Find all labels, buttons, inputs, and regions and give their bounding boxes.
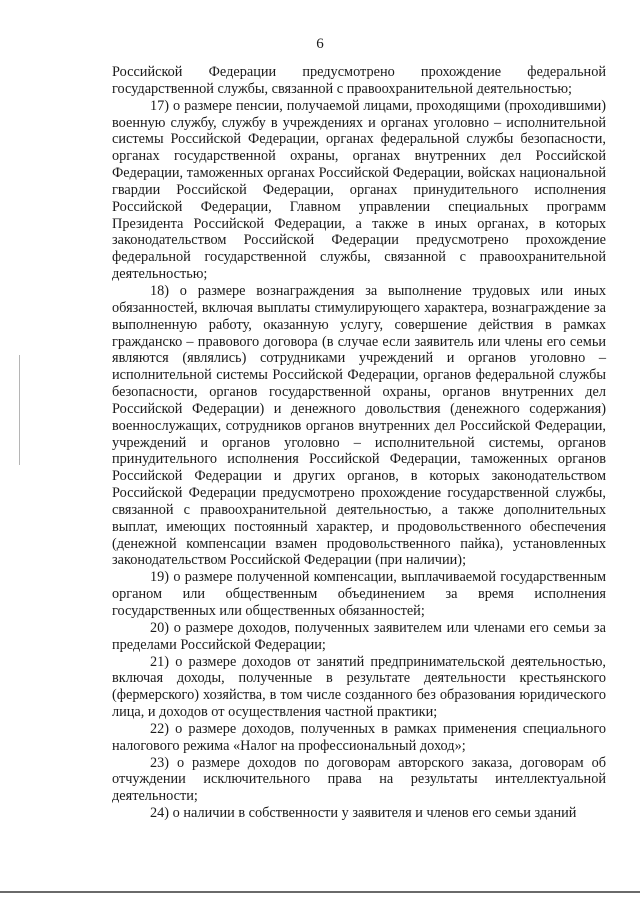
paragraph-item-18: 18) о размере вознаграждения за выполнение трудовых или иных обязанностей, включая выплаты стимулирующего характера, вознаграждение за выполненную работу, оказанную услугу, совершение действия в рамках гражданско – правового договора (в случае если заявитель или члены его семьи являются (являлись) сотрудниками учреждений и органов уголовно – исполнительной системы Российской Федерации, органов федеральной службы безопасности, органов государственной охраны, органов внутренних дел Российской Федерации) и денежного довольствия (денежного содержания) военнослужащих, сотрудников органов внутренних дел Российской Федерации, учреждений и органов уголовно – исполнительной системы, органов принудительного исполнения Российской Федерации, таможенных органов Российской Федерации и других органов, в которых законодательством Российской Федерации предусмотрено прохождение государственной службы, связанной с правоохранительной деятельностью, а также дополнительных выплат, имеющих постоянный характер, и продовольственного обеспечения (денежной компенсации взамен продовольственного пайка), установленных законодательством Российской Федерации (при наличии); bbox=[112, 282, 606, 569]
paragraph-item-24: 24) о наличии в собственности у заявителя и членов его семьи зданий bbox=[150, 805, 577, 822]
page-number: 6 bbox=[316, 36, 324, 52]
paragraph-item-23: 23) о размере доходов по договорам авторского заказа, договорам об отчуждении исключительного права на результаты интеллектуальной деятельности; bbox=[112, 754, 606, 805]
paragraph-item-21: 21) о размере доходов от занятий предпринимательской деятельностью, включая доходы, полученные в результате деятельности крестьянского (фермерского) хозяйства, в том числе созданного без образования юридического лица, и доходов от осуществления частной практики; bbox=[112, 653, 606, 721]
paragraph-item-19: 19) о размере полученной компенсации, выплачиваемой государственным органом или общественным объединением за время исполнения государственных или общественных обязанностей; bbox=[112, 569, 606, 619]
paragraph-continuation: Российской Федерации предусмотрено прохождение федеральной государственной службы, связанной с правоохранительной деятельностью; bbox=[112, 64, 606, 97]
scan-margin-mark bbox=[19, 355, 20, 465]
paragraph-item-20: 20) о размере доходов, полученных заявителем или членами его семьи за пределами Российской Федерации; bbox=[112, 619, 606, 653]
document-body bbox=[112, 64, 606, 822]
scan-bottom-edge bbox=[0, 891, 640, 893]
paragraph-item-22: 22) о размере доходов, полученных в рамках применения специального налогового режима «Налог на профессиональный доход»; bbox=[112, 720, 606, 754]
paragraph-item-17: 17) о размере пенсии, получаемой лицами, проходящими (проходившими) военную службу, службу в учреждениях и органах уголовно – исполнительной системы Российской Федерации, органах федеральной службы безопасности, органах государственной охраны, органах внутренних дел Российской Федерации, таможенных органах Российской Федерации, войсках национальной гвардии Российской Федерации, органах принудительного исполнения Российской Федерации, Главном управлении специальных программ Президента Российской Федерации, а также в иных органах, в которых законодательством Российской Федерации предусмотрено прохождение федеральной государственной службы, связанной с правоохранительной деятельностью; bbox=[112, 97, 606, 283]
